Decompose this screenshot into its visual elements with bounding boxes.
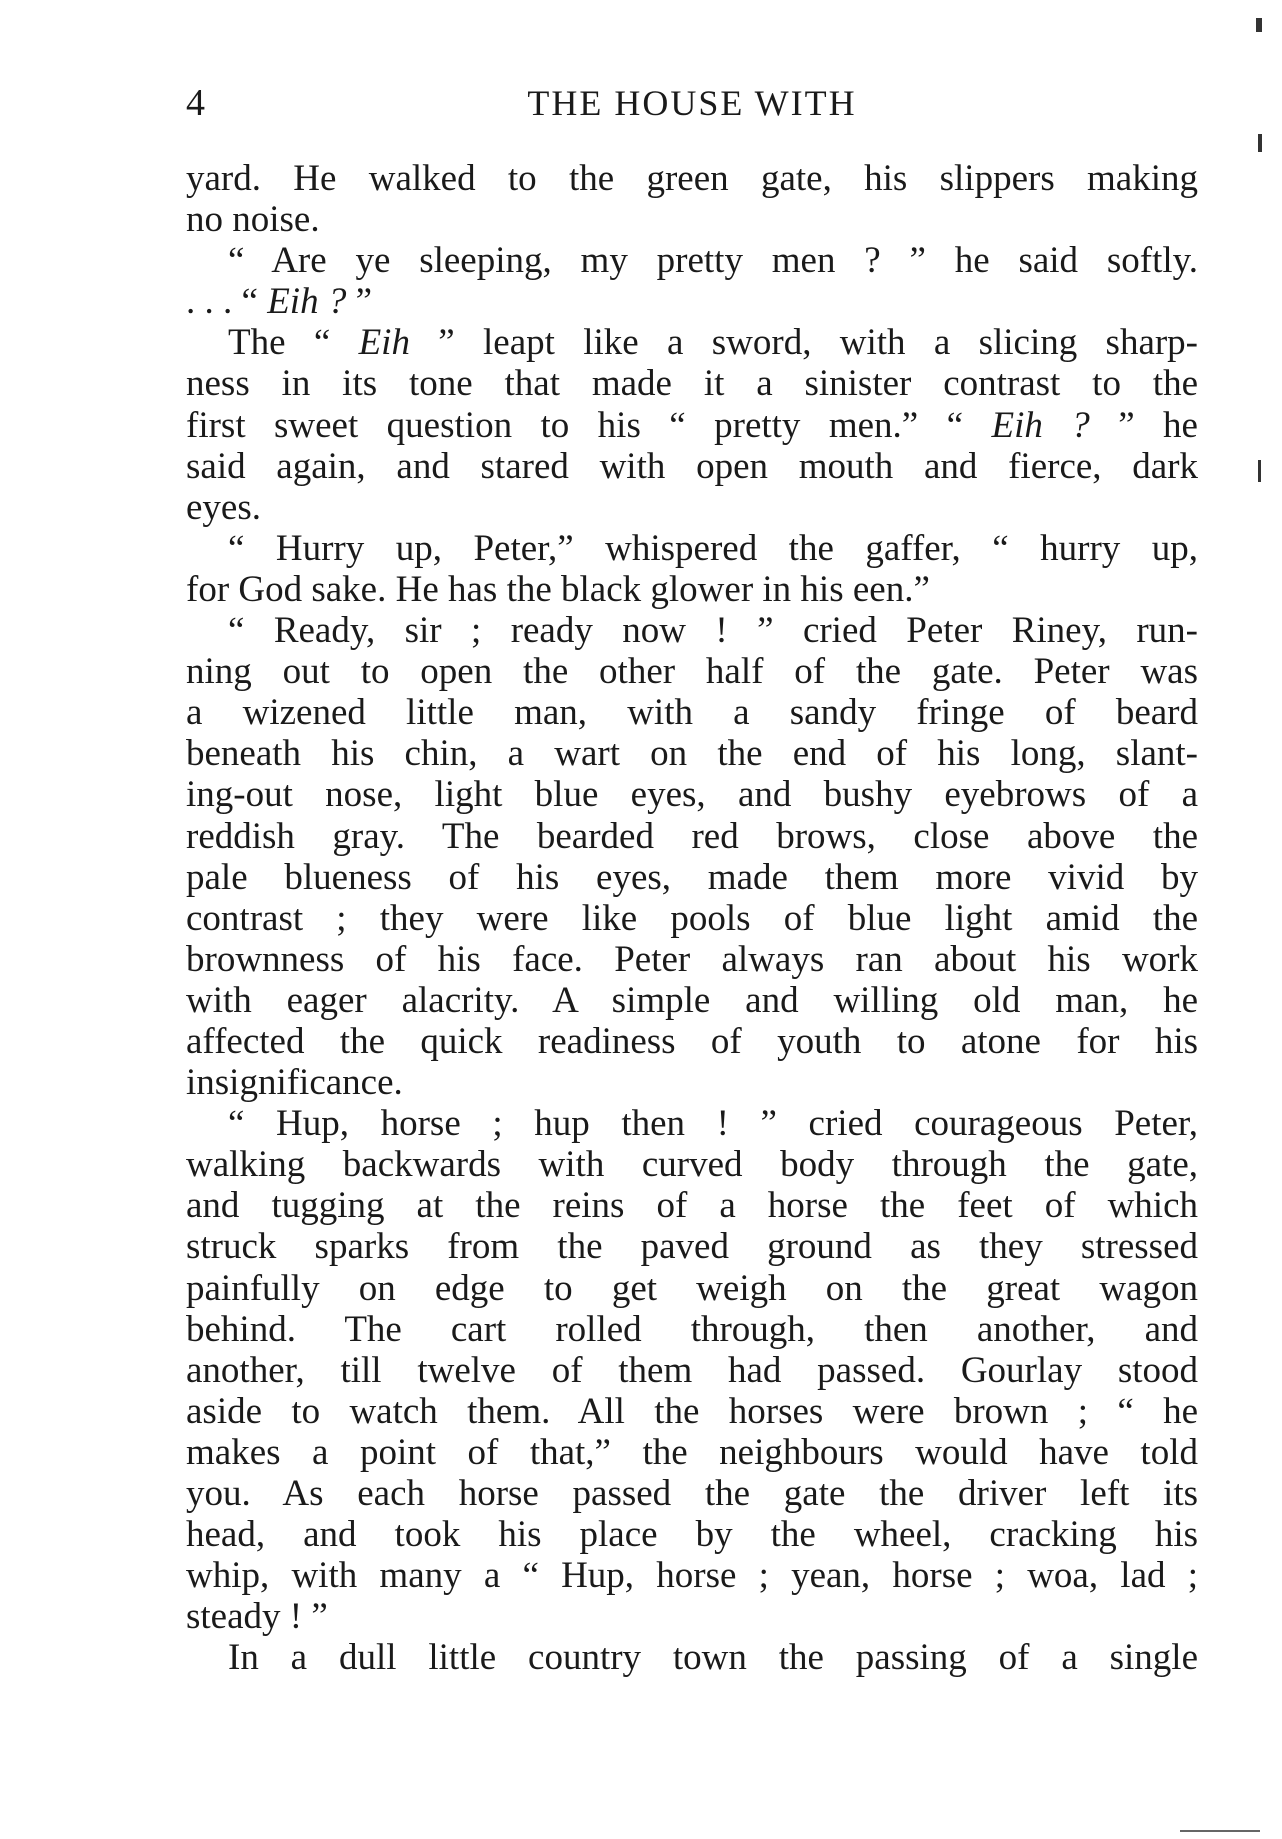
text-line: yard. He walked to the green gate, his slippers making xyxy=(186,158,1198,199)
body-text xyxy=(186,158,1198,1678)
scan-artifact xyxy=(1258,134,1262,152)
text-line: you. As each horse passed the gate the driver left its xyxy=(186,1473,1198,1514)
page-number: 4 xyxy=(186,82,205,124)
text-line: contrast ; they were like pools of blue light amid the xyxy=(186,897,1198,939)
text-line: In a dull little country town the passing of a single xyxy=(228,1637,1198,1679)
scan-artifact xyxy=(1180,1830,1260,1832)
text-line: “ Are ye sleeping, my pretty men ? ” he said softly. xyxy=(228,240,1198,282)
text-line: The “ Eih ” leapt like a sword, with a slicing sharp- xyxy=(228,322,1199,364)
text-line: “ Ready, sir ; ready now ! ” cried Peter Riney, run- xyxy=(228,610,1198,652)
text-line: brownness of his face. Peter always ran about his work xyxy=(186,938,1198,980)
text-line: for God sake. He has the black glower in his een.” xyxy=(186,568,930,610)
text-line: a wizened little man, with a sandy fringe of beard xyxy=(186,692,1198,734)
text-line: and tugging at the reins of a horse the feet of which xyxy=(186,1185,1198,1227)
text-line: first sweet question to his “ pretty men.” “ Eih ? ” he xyxy=(186,404,1198,446)
text-line: aside to watch them. All the horses were brown ; “ he xyxy=(186,1390,1198,1432)
italic-word: Eih ? xyxy=(991,404,1090,446)
text-line: ing-out nose, light blue eyes, and bushy eyebrows of a xyxy=(186,774,1198,816)
text-line: walking backwards with curved body through the gate, xyxy=(186,1144,1198,1186)
text-line: no noise. xyxy=(186,199,320,241)
text-line: “ Hup, horse ; hup then ! ” cried courageous Peter, xyxy=(228,1103,1198,1145)
running-head: THE HOUSE WITH xyxy=(527,83,857,123)
text-line: insignificance. xyxy=(186,1062,403,1104)
text-line: whip, with many a “ Hup, horse ; yean, horse ; woa, lad ; xyxy=(186,1555,1198,1597)
text-line: makes a point of that,” the neighbours would have told xyxy=(186,1431,1198,1473)
text-line: ning out to open the other half of the gate. Peter was xyxy=(186,651,1198,693)
scan-artifact xyxy=(1256,18,1262,32)
text-line: . . . “ Eih ? ” xyxy=(186,281,373,323)
text-line: said again, and stared with open mouth and fierce, dark xyxy=(186,445,1198,487)
text-line: steady ! ” xyxy=(186,1596,328,1638)
text-line: pale blueness of his eyes, made them more vivid by xyxy=(186,856,1198,898)
text-line: “ Hurry up, Peter,” whispered the gaffer, “ hurry up, xyxy=(228,527,1198,569)
italic-word: Eih xyxy=(358,322,439,364)
text-line: with eager alacrity. A simple and willing old man, he xyxy=(186,979,1198,1021)
text-line: eyes. xyxy=(186,486,261,528)
scan-artifact xyxy=(1258,460,1261,482)
text-line: head, and took his place by the wheel, cracking his xyxy=(186,1514,1198,1556)
text-line: painfully on edge to get weigh on the great wagon xyxy=(186,1267,1198,1309)
text-line: another, till twelve of them had passed. Gourlay stood xyxy=(186,1349,1198,1391)
text-line: reddish gray. The bearded red brows, close above the xyxy=(186,815,1198,857)
text-line: behind. The cart rolled through, then another, and xyxy=(186,1308,1198,1350)
text-line: affected the quick readiness of youth to atone for his xyxy=(186,1020,1198,1062)
text-line: ness in its tone that made it a sinister contrast to the xyxy=(186,363,1198,405)
page-header xyxy=(186,78,1198,128)
text-line: beneath his chin, a wart on the end of his long, slant- xyxy=(186,733,1198,775)
italic-word: Eih ? xyxy=(267,281,347,323)
text-line: struck sparks from the paved ground as they stressed xyxy=(186,1226,1198,1268)
